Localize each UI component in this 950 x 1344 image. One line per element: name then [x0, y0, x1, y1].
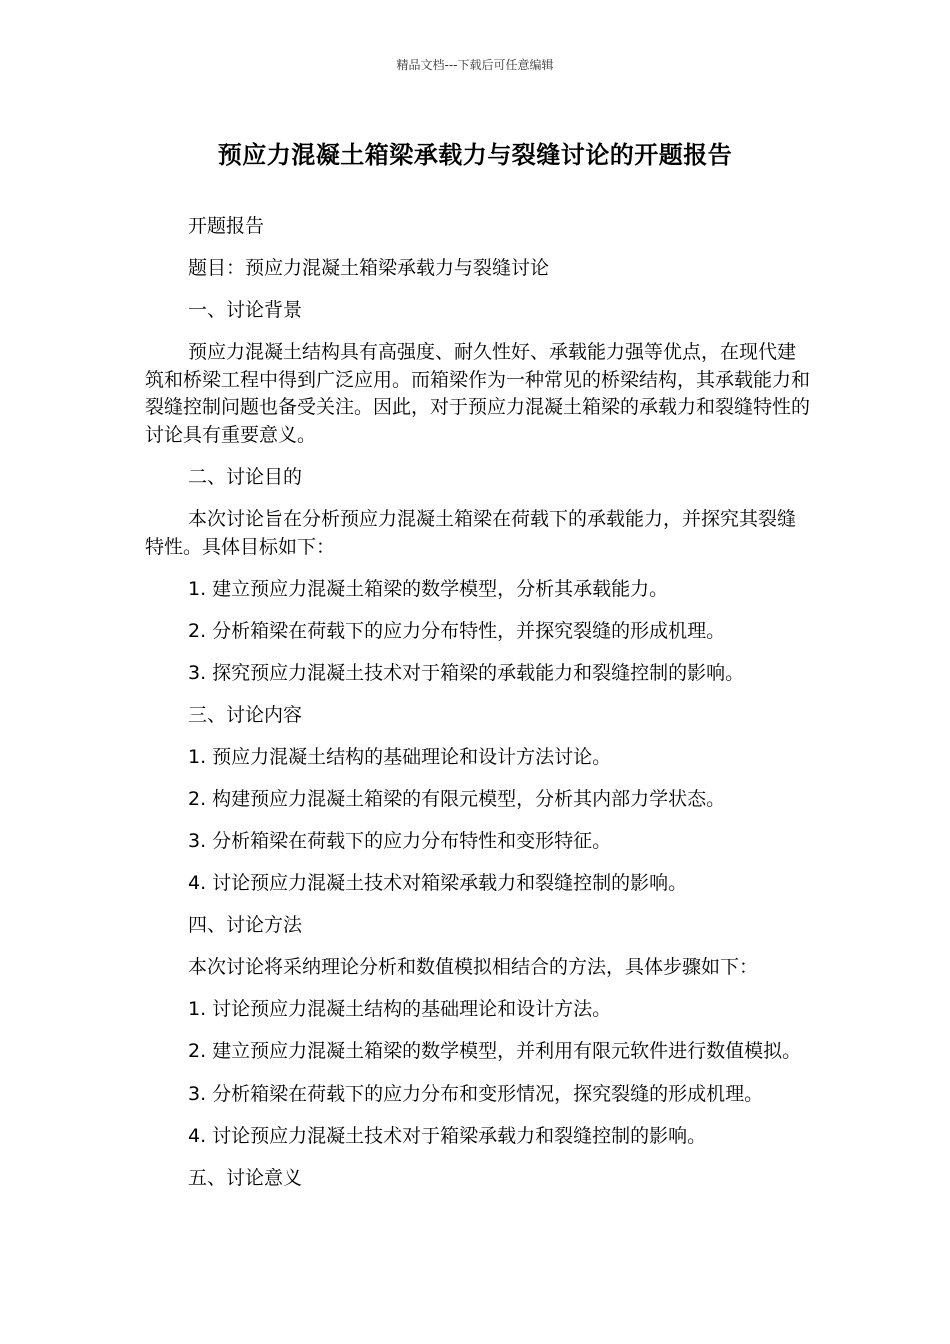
list-item: 1. 讨论预应力混凝土结构的基础理论和设计方法。 [188, 998, 612, 1020]
list-item: 3. 分析箱梁在荷载下的应力分布和变形情况，探究裂缝的形成机理。 [188, 1082, 764, 1105]
list-item: 1. 预应力混凝土结构的基础理论和设计方法讨论。 [188, 746, 612, 768]
list-item: 4. 讨论预应力混凝土技术对于箱梁承载力和裂缝控制的影响。 [188, 1124, 707, 1147]
document-title: 预应力混凝土箱梁承载力与裂缝讨论的开题报告 [217, 141, 733, 169]
paragraph-topic: 题目：预应力混凝土箱梁承载力与裂缝讨论 [188, 257, 550, 279]
list-item: 2. 分析箱梁在荷载下的应力分布特性，并探究裂缝的形成机理。 [188, 620, 726, 642]
paragraph-purpose: 本次讨论旨在分析预应力混凝土箱梁在荷载下的承载能力，并探究其裂缝特性。具体目标如下： [145, 508, 797, 558]
section-heading-purpose: 二、讨论目的 [188, 466, 303, 488]
list-item: 2. 建立预应力混凝土箱梁的数学模型，并利用有限元软件进行数值模拟。 [188, 1040, 802, 1062]
section-heading-significance: 五、讨论意义 [188, 1166, 303, 1189]
section-heading-background: 一、讨论背景 [188, 299, 303, 321]
section-heading-content: 三、讨论内容 [188, 704, 303, 726]
document-body [145, 213, 810, 1207]
list-item: 2. 构建预应力混凝土箱梁的有限元模型，分析其内部力学状态。 [188, 788, 726, 810]
section-heading-method: 四、讨论方法 [188, 914, 303, 936]
list-item: 4. 讨论预应力混凝土技术对箱梁承载力和裂缝控制的影响。 [188, 872, 688, 894]
list-item: 3. 分析箱梁在荷载下的应力分布特性和变形特征。 [188, 830, 612, 852]
list-item: 3. 探究预应力混凝土技术对于箱梁的承载能力和裂缝控制的影响。 [188, 662, 745, 684]
paragraph-background: 预应力混凝土结构具有高强度、耐久性好、承载能力强等优点，在现代建筑和桥梁工程中得到广泛应用。而箱梁作为一种常见的桥梁结构，其承载能力和裂缝控制问题也备受关注。因此，对于预应力混凝土箱梁的承载力和裂缝特性的讨论具有重要意义。 [145, 341, 811, 446]
page-header: 精品文档---下载后可任意编辑 [396, 58, 554, 72]
paragraph-method: 本次讨论将采纳理论分析和数值模拟相结合的方法，具体步骤如下： [188, 956, 759, 978]
list-item: 1. 建立预应力混凝土箱梁的数学模型，分析其承载能力。 [188, 578, 669, 600]
paragraph-report-label: 开题报告 [188, 215, 265, 237]
